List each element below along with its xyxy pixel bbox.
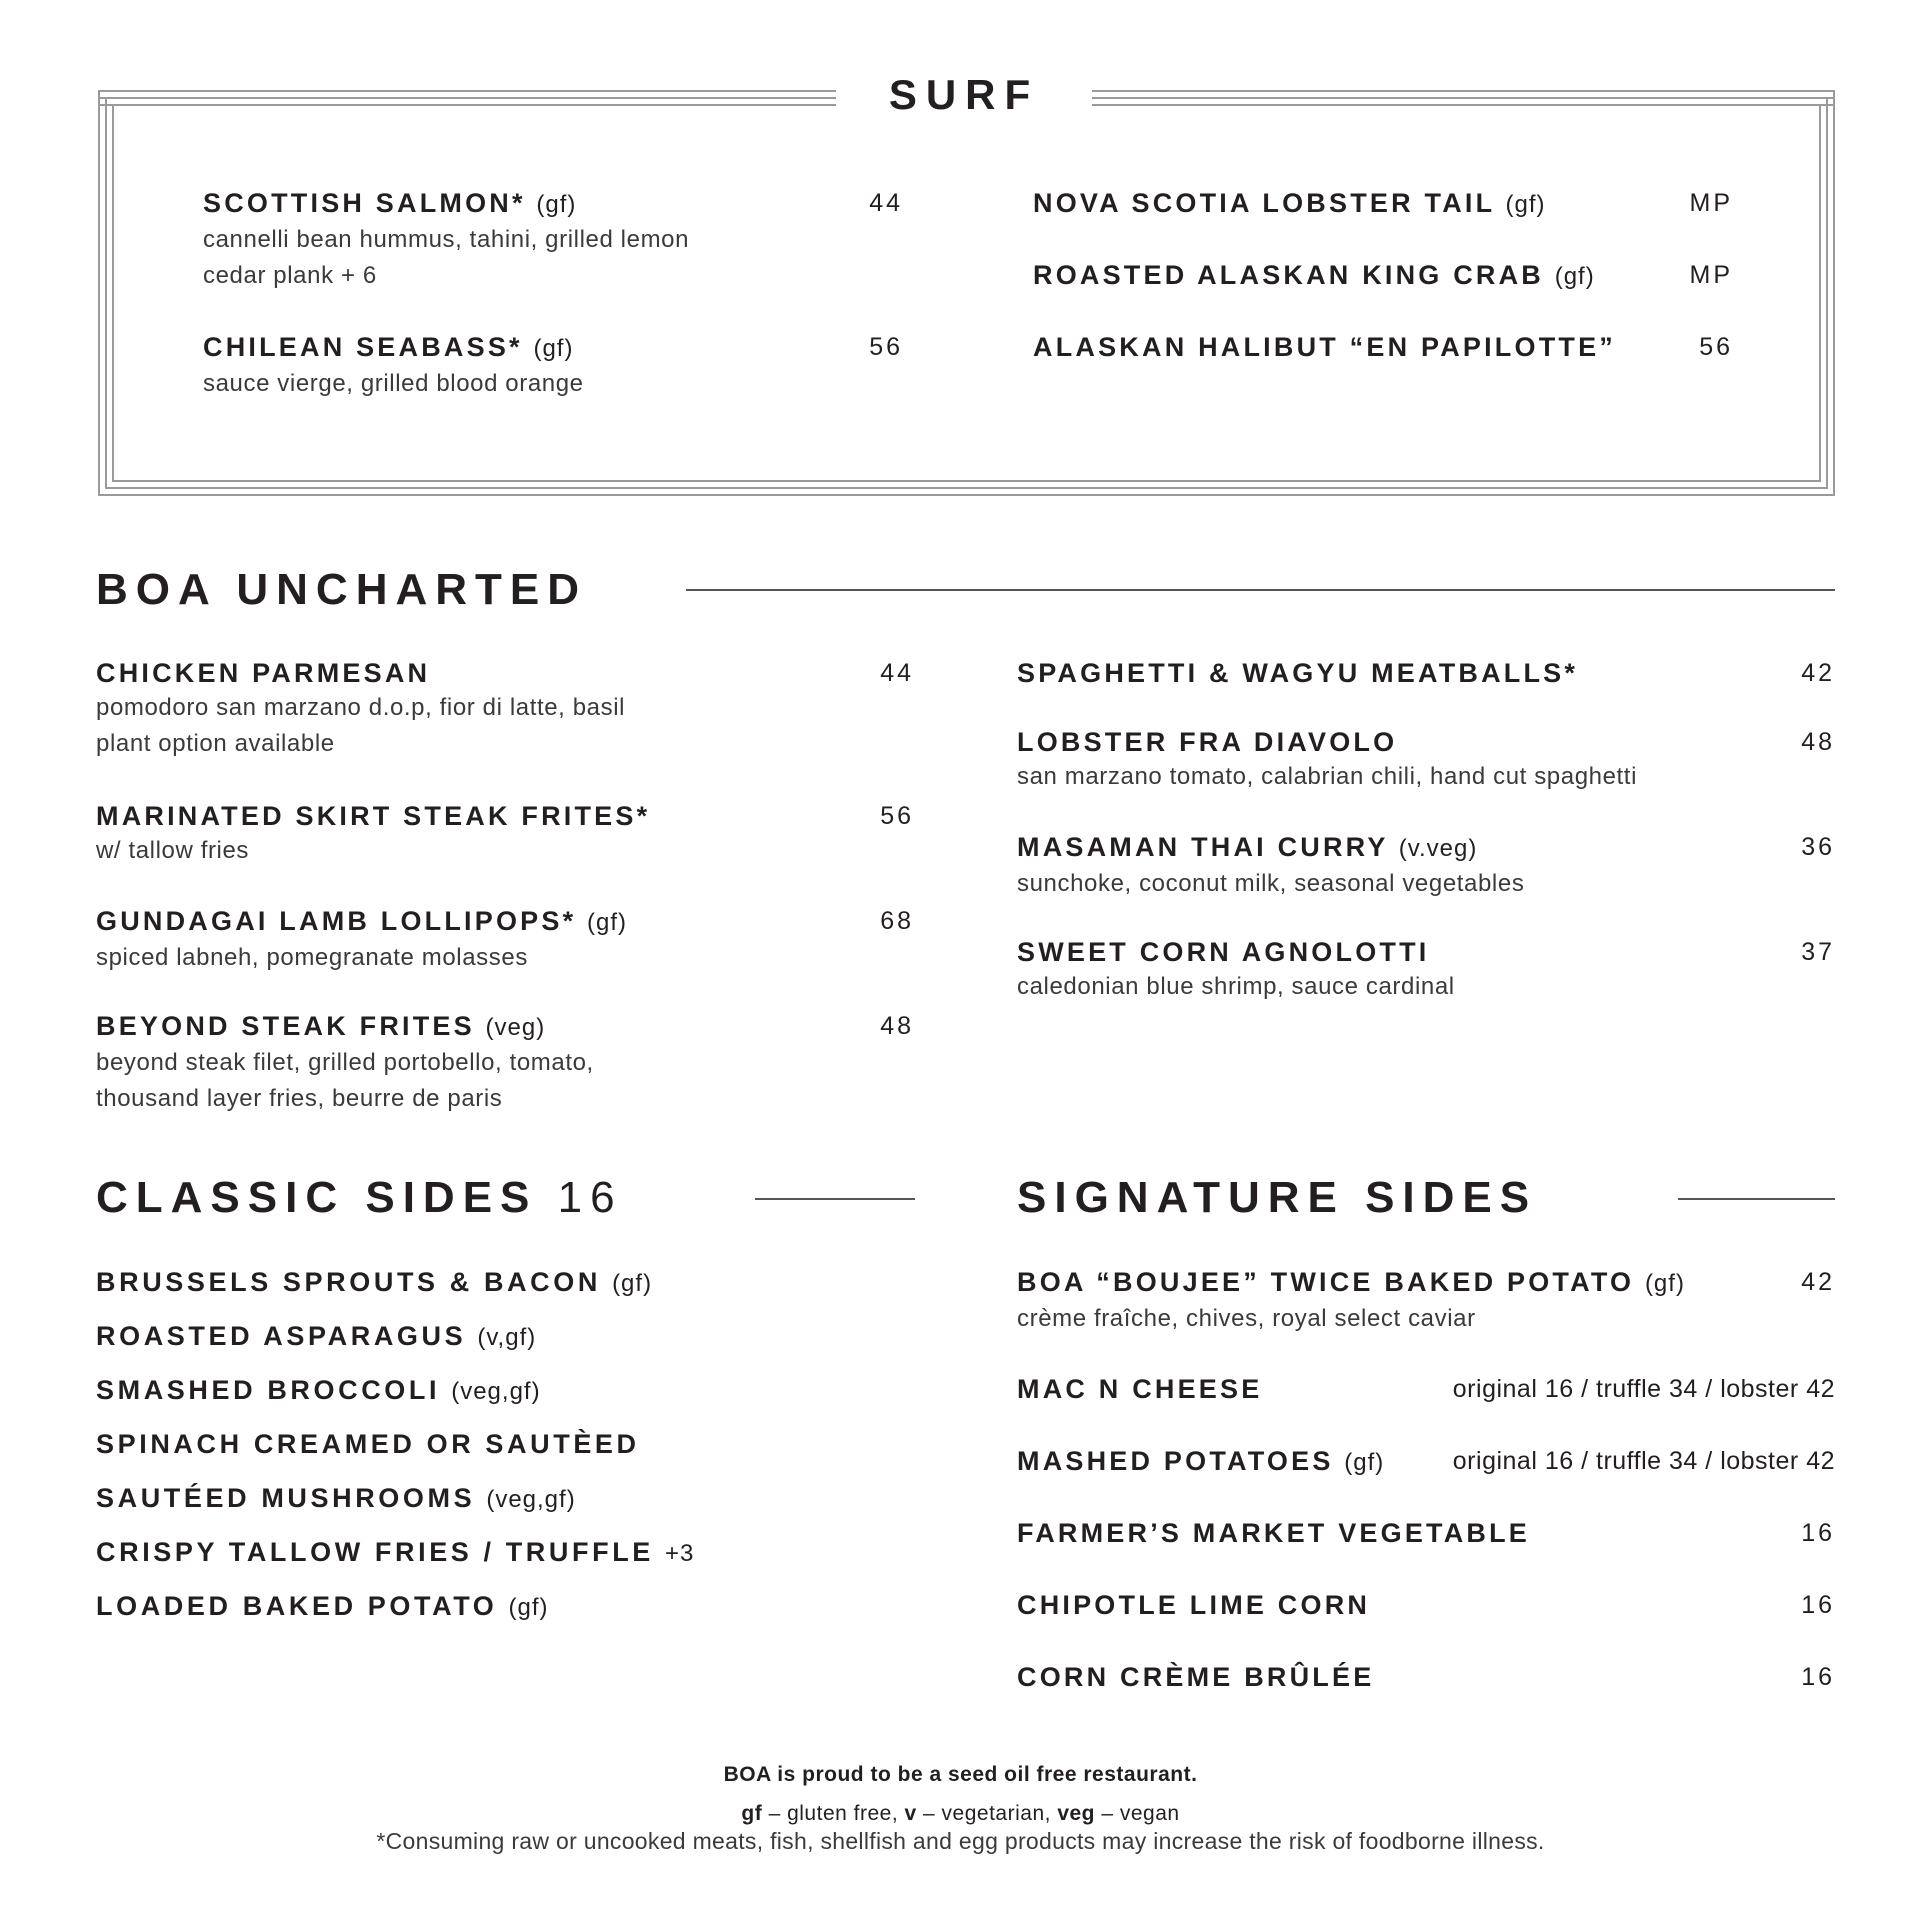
- item-price: 48: [880, 1012, 914, 1040]
- item-name: SPINACH CREAMED OR SAUTÈED: [96, 1429, 640, 1459]
- item-price: 56: [869, 333, 903, 361]
- item-description: thousand layer fries, beurre de paris: [96, 1085, 503, 1112]
- menu-item: [1017, 656, 1835, 690]
- item-tag: (gf): [587, 909, 628, 936]
- item-name: MASHED POTATOES: [1017, 1446, 1334, 1476]
- legend-key: veg: [1057, 1802, 1095, 1825]
- item-description: cannelli bean hummus, tahini, grilled lemon: [203, 226, 690, 253]
- option-price: 34: [1669, 1375, 1698, 1403]
- menu-item: [96, 656, 914, 762]
- option-price: 34: [1669, 1447, 1698, 1475]
- title-stripe-left-3: [98, 104, 836, 106]
- item-description: plant option available: [96, 730, 335, 757]
- item-price: 37: [1801, 938, 1835, 966]
- food-safety-warning: *Consuming raw or uncooked meats, fish, shellfish and egg products may increase the risk of foodborne illness.: [376, 1828, 1545, 1854]
- item-description: beyond steak filet, grilled portobello, tomato,: [96, 1049, 594, 1076]
- item-name: CHIPOTLE LIME CORN: [1017, 1590, 1371, 1620]
- list-item: [96, 1265, 652, 1301]
- title-stripe-right-2: [1092, 97, 1835, 99]
- item-tag: (v,gf): [477, 1324, 537, 1351]
- item-tag: (gf): [1644, 1270, 1685, 1297]
- option-label: truffle: [1596, 1447, 1662, 1475]
- menu-item: [1017, 1516, 1835, 1550]
- section-rule: [686, 589, 1835, 591]
- title-stripe-right-1: [1092, 90, 1835, 92]
- item-price: MP: [1689, 189, 1733, 217]
- item-name: SMASHED BROCCOLI: [96, 1375, 441, 1405]
- legend-def: – vegetarian,: [923, 1802, 1051, 1825]
- item-name: ROASTED ALASKAN KING CRAB: [1033, 260, 1544, 290]
- seed-oil-note: BOA is proud to be a seed oil free restaurant.: [723, 1763, 1198, 1786]
- menu-item: [1017, 1444, 1835, 1480]
- item-tag: (gf): [508, 1594, 549, 1621]
- item-name: CHILEAN SEABASS*: [203, 332, 523, 362]
- menu-item: [1017, 1372, 1835, 1406]
- section-title: BOA UNCHARTED: [96, 565, 588, 614]
- item-description: sauce vierge, grilled blood orange: [203, 370, 584, 397]
- item-name: BRUSSELS SPROUTS & BACON: [96, 1267, 601, 1297]
- title-stripe-right-3: [1092, 104, 1835, 106]
- item-tag: (veg): [485, 1014, 546, 1041]
- item-description: w/ tallow fries: [96, 837, 250, 864]
- option-price: 16: [1544, 1447, 1574, 1475]
- item-price: 42: [1801, 1268, 1835, 1296]
- price-options: original 16 / truffle 34 / lobster 42: [1452, 1375, 1835, 1403]
- item-price: 44: [880, 659, 914, 687]
- item-price: 68: [880, 907, 914, 935]
- list-item: [96, 1373, 541, 1409]
- item-tag: (veg,gf): [451, 1378, 541, 1405]
- item-name: CORN CRÈME BRÛLÉE: [1017, 1662, 1375, 1692]
- list-item: [96, 1481, 576, 1517]
- item-name: GUNDAGAI LAMB LOLLIPOPS*: [96, 906, 577, 936]
- item-name: CHICKEN PARMESAN: [96, 658, 431, 688]
- section-title: [96, 1172, 623, 1224]
- item-price: 16: [1801, 1663, 1835, 1691]
- menu-item: [1017, 935, 1835, 1005]
- section-rule: [1678, 1198, 1835, 1200]
- list-item: [96, 1427, 640, 1461]
- item-price: MP: [1689, 261, 1733, 289]
- item-tag: (gf): [533, 335, 574, 362]
- title-stripe-left-1: [98, 90, 836, 92]
- item-name: LOADED BAKED POTATO: [96, 1591, 498, 1621]
- menu-item: [1033, 330, 1733, 364]
- list-item: [96, 1535, 694, 1571]
- item-price: 48: [1801, 728, 1835, 756]
- item-description: spiced labneh, pomegranate molasses: [96, 944, 528, 971]
- item-price: 16: [1801, 1591, 1835, 1619]
- menu-item: [96, 904, 914, 976]
- item-description: cedar plank + 6: [203, 262, 377, 289]
- item-tag: (gf): [1554, 263, 1595, 290]
- item-name: BOA “BOUJEE” TWICE BAKED POTATO: [1017, 1267, 1635, 1297]
- item-name: MARINATED SKIRT STEAK FRITES*: [96, 801, 651, 831]
- legend-key: v: [904, 1802, 917, 1825]
- option-label: original: [1452, 1447, 1538, 1475]
- item-description: caledonian blue shrimp, sauce cardinal: [1017, 973, 1455, 1000]
- menu-item: [1017, 1265, 1835, 1337]
- option-price: 42: [1806, 1447, 1835, 1475]
- item-name: SPAGHETTI & WAGYU MEATBALLS*: [1017, 658, 1579, 688]
- item-tag: (gf): [536, 191, 577, 218]
- item-name: SWEET CORN AGNOLOTTI: [1017, 937, 1430, 967]
- item-tag: (veg,gf): [486, 1486, 576, 1513]
- item-name: FARMER’S MARKET VEGETABLE: [1017, 1518, 1531, 1548]
- menu-item: [1033, 186, 1733, 222]
- item-tag: +3: [665, 1540, 695, 1567]
- list-item: [96, 1319, 536, 1355]
- section-rule: [755, 1198, 915, 1200]
- item-name: NOVA SCOTIA LOBSTER TAIL: [1033, 188, 1495, 218]
- item-description: san marzano tomato, calabrian chili, hand cut spaghetti: [1017, 763, 1638, 790]
- item-name: MAC N CHEESE: [1017, 1374, 1263, 1404]
- section-price: 16: [557, 1173, 623, 1222]
- item-tag: (gf): [612, 1270, 653, 1297]
- item-name: SCOTTISH SALMON*: [203, 188, 526, 218]
- item-tag: (gf): [1344, 1449, 1385, 1476]
- option-label: original: [1452, 1375, 1538, 1403]
- item-price: 16: [1801, 1519, 1835, 1547]
- surf-title: SURF: [888, 71, 1040, 118]
- option-label: lobster: [1720, 1375, 1799, 1403]
- item-price: 56: [1699, 333, 1733, 361]
- section-title-text: CLASSIC SIDES: [96, 1173, 538, 1222]
- item-name: ROASTED ASPARAGUS: [96, 1321, 467, 1351]
- menu-item: [203, 186, 903, 294]
- item-name: ALASKAN HALIBUT “EN PAPILOTTE”: [1033, 332, 1616, 362]
- menu-item: [1033, 258, 1733, 294]
- item-price: 42: [1801, 659, 1835, 687]
- item-description: crème fraîche, chives, royal select caviar: [1017, 1305, 1476, 1332]
- item-tag: (gf): [1505, 191, 1546, 218]
- section-title: SIGNATURE SIDES: [1017, 1173, 1538, 1222]
- menu-item: [1017, 1660, 1835, 1694]
- menu-item: [1017, 725, 1835, 795]
- item-price: 44: [869, 189, 903, 217]
- legend-def: – gluten free,: [768, 1802, 899, 1825]
- menu-item: [203, 330, 903, 402]
- item-tag: (v.veg): [1398, 835, 1478, 862]
- item-name: MASAMAN THAI CURRY: [1017, 832, 1389, 862]
- menu-item: [96, 799, 914, 869]
- option-price: 16: [1544, 1375, 1574, 1403]
- item-description: sunchoke, coconut milk, seasonal vegetables: [1017, 870, 1525, 897]
- list-item: [96, 1589, 549, 1625]
- legend-def: – vegan: [1101, 1802, 1180, 1825]
- item-name: SAUTÉED MUSHROOMS: [96, 1483, 476, 1513]
- item-description: pomodoro san marzano d.o.p, fior di latte, basil: [96, 694, 626, 721]
- option-price: 42: [1806, 1375, 1835, 1403]
- title-stripe-left-2: [98, 97, 836, 99]
- item-name: BEYOND STEAK FRITES: [96, 1011, 475, 1041]
- menu-item: [1017, 1588, 1835, 1622]
- item-price: 56: [880, 802, 914, 830]
- item-name: LOBSTER FRA DIAVOLO: [1017, 727, 1398, 757]
- price-options: original 16 / truffle 34 / lobster 42: [1452, 1447, 1835, 1475]
- menu-item: [1017, 830, 1835, 902]
- option-label: truffle: [1596, 1375, 1662, 1403]
- legend-key: gf: [741, 1802, 763, 1825]
- option-label: lobster: [1720, 1447, 1799, 1475]
- item-price: 36: [1801, 833, 1835, 861]
- item-name: CRISPY TALLOW FRIES / TRUFFLE: [96, 1537, 654, 1567]
- dietary-legend: [0, 1800, 1921, 1828]
- menu-item: [96, 1009, 914, 1117]
